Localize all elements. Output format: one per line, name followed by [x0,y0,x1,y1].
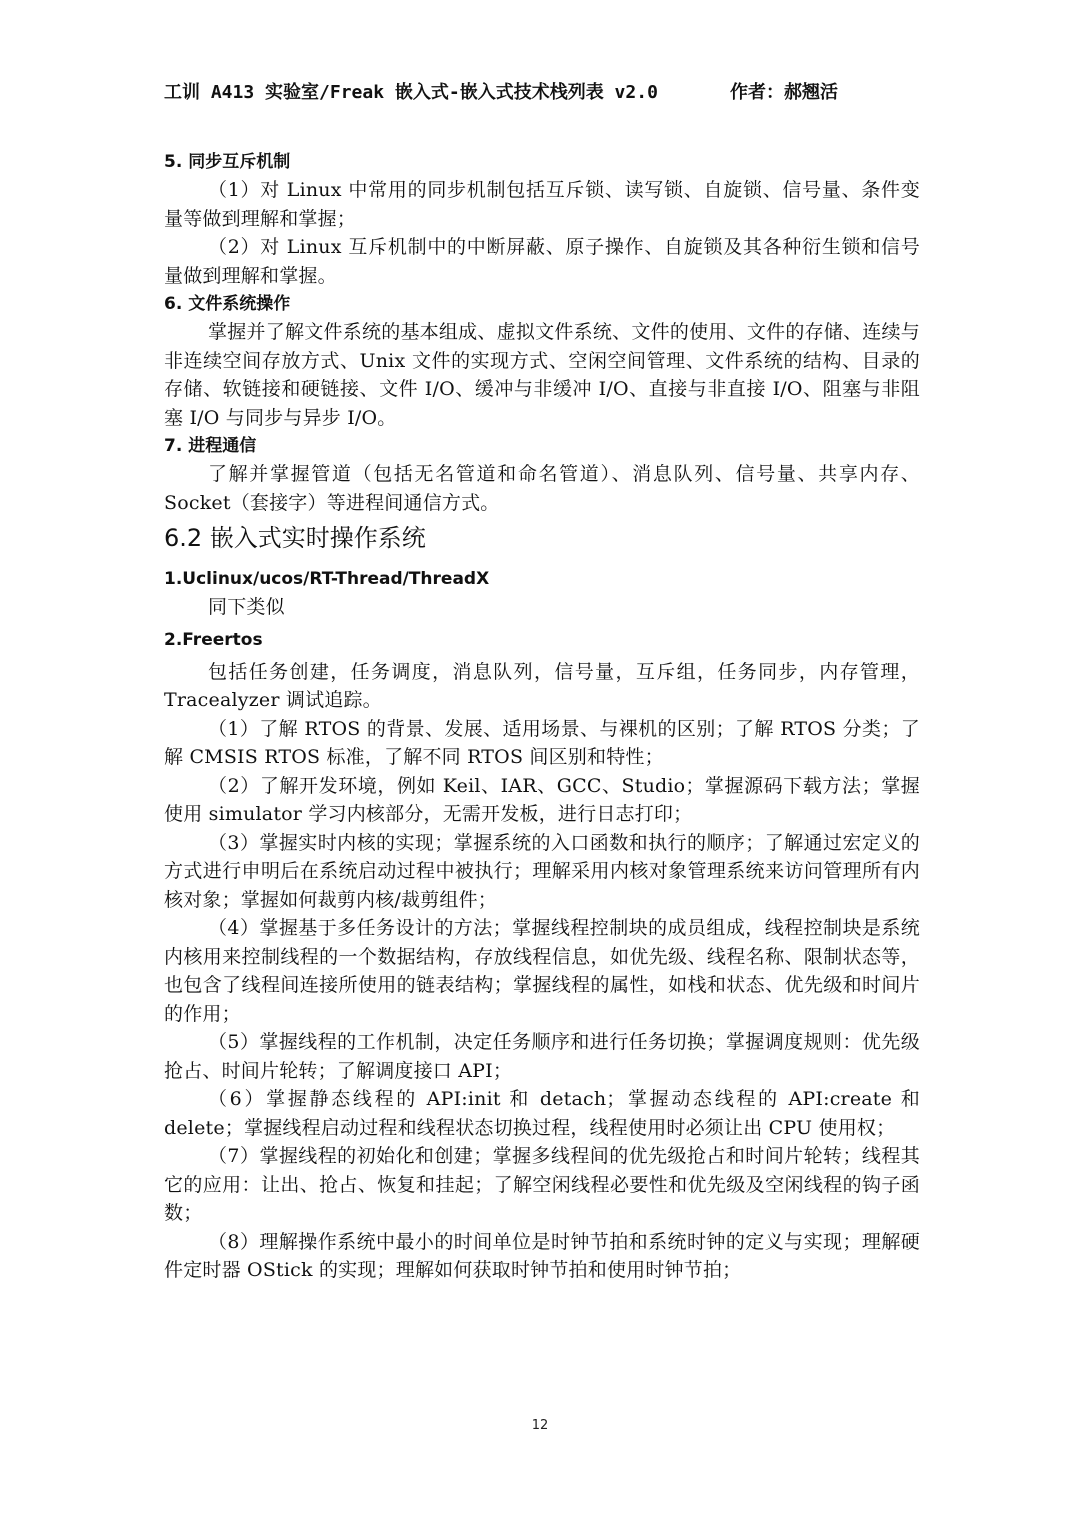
heading-uclinux: 1.Uclinux/ucos/RT-Thread/ThreadX [164,569,490,589]
paragraph: （7）掌握线程的初始化和创建；掌握多线程间的优先级抢占和时间片轮转；线程其它的应用：让出、抢占、恢复和挂起；了解空闲线程必要性和优先级及空闲线程的钩子函数； [164,1145,920,1224]
paragraph: （4）掌握基于多任务设计的方法；掌握线程控制块的成员组成，线程控制块是系统内核用来控制线程的一个数据结构，存放线程信息，如优先级、线程名称、限制状态等，也包含了线程间连接所使用的链表结构；掌握线程的属性，如栈和状态、优先级和时间片的作用； [164,917,920,1025]
header-author: 作者：郝翘活 [730,82,838,103]
heading-freertos: 2.Freertos [164,629,263,650]
paragraph: （6）掌握静态线程的 API:init 和 detach；掌握动态线程的 API:create 和 delete；掌握线程启动过程和线程状态切换过程，线程使用时必须让出 CPU 使用权； [164,1088,920,1139]
section-title-rtos: 6.2 嵌入式实时操作系统 [164,524,426,552]
page-number: 12 [531,1418,549,1433]
paragraph: （3）掌握实时内核的实现；掌握系统的入口函数和执行的顺序；了解通过宏定义的方式进行申明后在系统启动过程中被执行；理解采用内核对象管理系统来访问管理所有内核对象；掌握如何裁剪内核/裁剪组件； [164,831,920,911]
paragraph: 了解并掌握管道（包括无名管道和命名管道）、消息队列、信号量、共享内存、Socket（套接字）等进程间通信方式。 [164,463,920,514]
paragraph: 掌握并了解文件系统的基本组成、虚拟文件系统、文件的使用、文件的存储、连续与非连续空间存放方式、Unix 文件的实现方式、空闲空间管理、文件系统的结构、目录的存储、软链接和硬链接、文件 I/O、缓冲与非缓冲 I/O、直接与非直接 I/O、阻塞与非阻塞 I/O 与同步与异步 I/O。 [164,321,920,429]
page-header [164,78,924,104]
paragraph: 同下类似 [208,596,285,618]
heading-ipc: 7. 进程通信 [164,436,257,456]
paragraph: （2）了解开发环境，例如 Keil、IAR、GCC、Studio；掌握源码下载方法；掌握使用 simulator 学习内核部分，无需开发板，进行日志打印； [164,774,920,825]
paragraph: （8）理解操作系统中最小的时间单位是时钟节拍和系统时钟的定义与实现；理解硬件定时器 OStick 的实现；理解如何获取时钟节拍和使用时钟节拍； [164,1230,920,1281]
heading-sync-mutex: 5. 同步互斥机制 [164,152,291,172]
page-content [164,148,920,1285]
paragraph: （1）了解 RTOS 的背景、发展、适用场景、与裸机的区别；了解 RTOS 分类；了解 CMSIS RTOS 标准，了解不同 RTOS 间区别和特性； [164,717,920,768]
paragraph: （5）掌握线程的工作机制，决定任务顺序和进行任务切换；掌握调度规则：优先级抢占、时间片轮转；了解调度接口 API； [164,1031,920,1082]
paragraph: （2）对 Linux 互斥机制中的中断屏蔽、原子操作、自旋锁及其各种衍生锁和信号量做到理解和掌握。 [164,236,920,287]
paragraph: 包括任务创建，任务调度，消息队列，信号量，互斥组，任务同步，内存管理，Tracealyzer 调试追踪。 [164,660,920,711]
header-title: 工训 A413 实验室/Freak 嵌入式-嵌入式技术栈列表 v2.0 [164,82,658,103]
paragraph: （1）对 Linux 中常用的同步机制包括互斥锁、读写锁、自旋锁、信号量、条件变量等做到理解和掌握； [164,179,920,230]
heading-filesystem: 6. 文件系统操作 [164,294,291,314]
